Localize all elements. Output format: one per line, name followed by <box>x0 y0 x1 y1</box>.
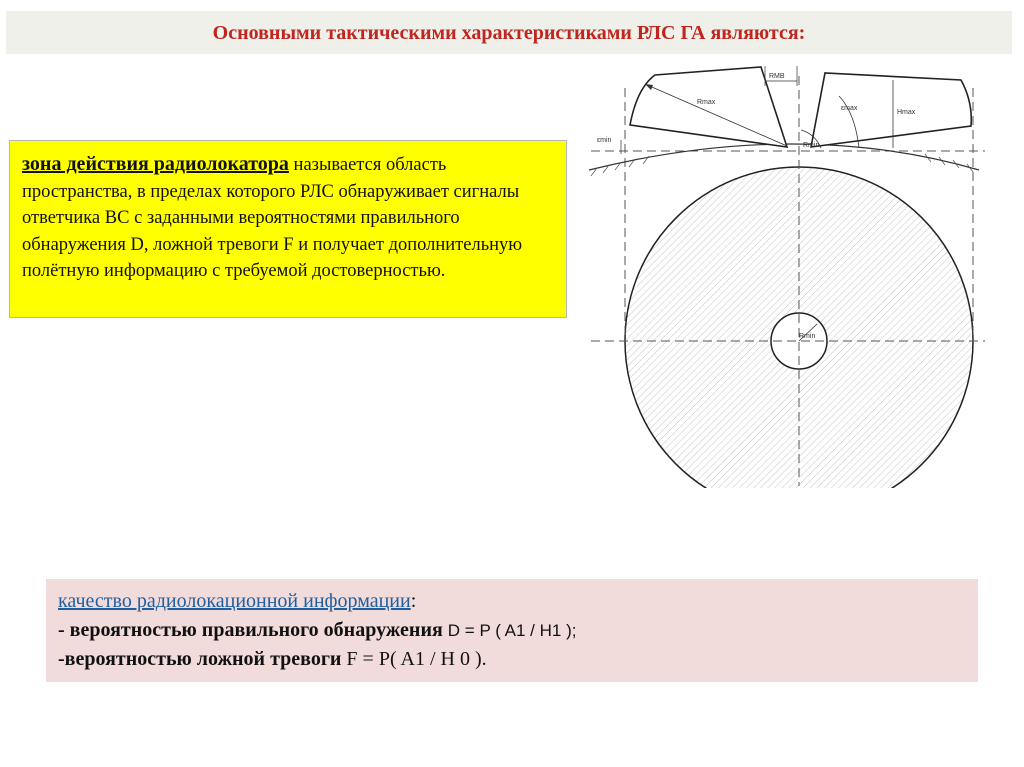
detection-label: - вероятностью правильного обнаружения <box>58 619 443 641</box>
radar-zone-diagram <box>575 58 987 488</box>
quality-heading-line <box>58 587 966 616</box>
definition-term: зона действия радиолокатора <box>22 153 289 175</box>
left-coverage-lobe <box>630 67 787 147</box>
label-rmb: RМВ <box>769 73 785 80</box>
label-rmin-top: Rmin <box>803 142 820 149</box>
label-epsilon-min: εmin <box>597 137 612 144</box>
quality-box <box>46 579 978 682</box>
label-rmax: Rmax <box>697 99 716 106</box>
quality-line-false-alarm <box>58 645 966 674</box>
false-alarm-formula: F = P( A1 / H 0 ). <box>346 648 487 670</box>
slide-title: Основными тактическими характеристиками РЛС ГА являются: <box>212 22 806 44</box>
definition-text: называется область пространства, в пределах которого РЛС обнаруживает сигналы ответчика ВС с заданными вероятностями правильного обнаружения D, ложной тревоги F и получает дополнительную полётную информацию с требуемой достоверностью. <box>22 155 523 281</box>
label-hmax: Hmax <box>897 109 916 116</box>
false-alarm-label: -вероятностью ложной тревоги <box>58 648 342 670</box>
quality-line-detection <box>58 616 966 645</box>
quality-heading-colon: : <box>410 590 417 612</box>
right-coverage-lobe <box>811 73 971 147</box>
title-bar <box>6 11 1012 54</box>
definition-box <box>9 140 567 318</box>
earth-surface <box>589 144 979 170</box>
label-epsilon-max: εmax <box>841 105 858 112</box>
quality-heading: качество радиолокационной информации <box>58 590 411 612</box>
label-rmin-center: Rmin <box>799 333 816 340</box>
detection-formula: D = P ( A1 / H1 ); <box>447 621 577 640</box>
